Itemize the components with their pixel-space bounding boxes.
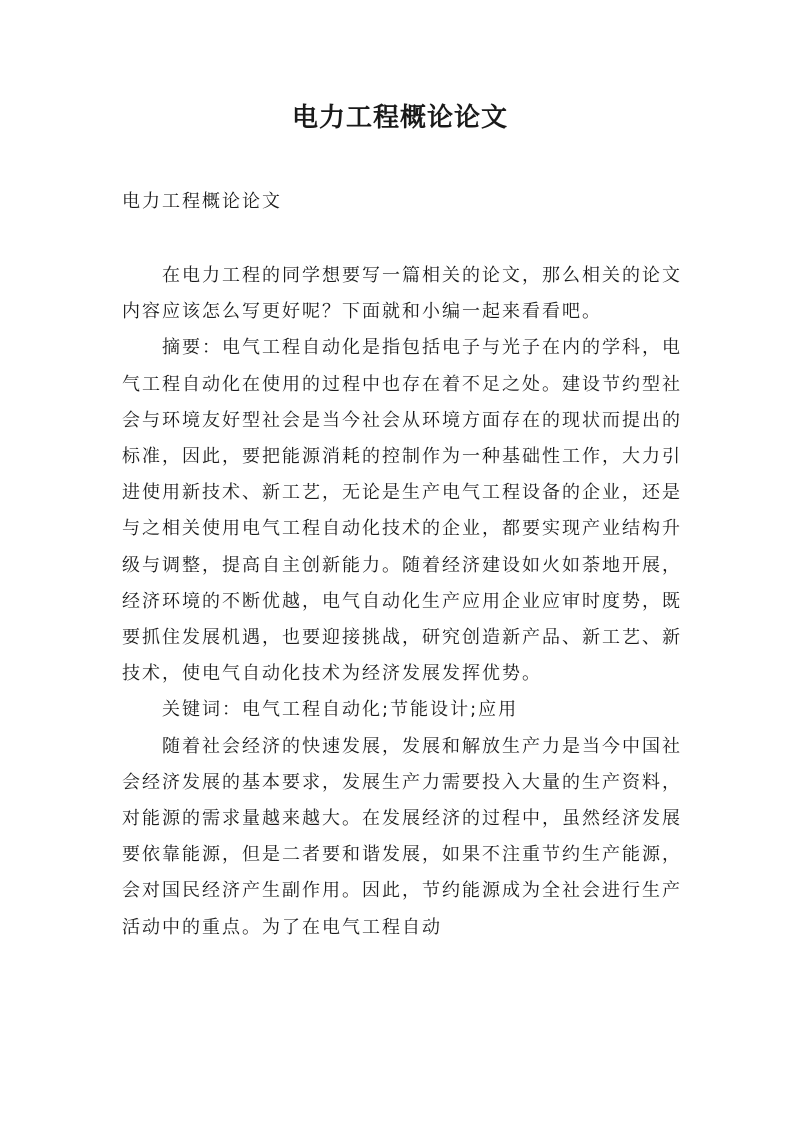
document-subtitle: 电力工程概论论文 bbox=[122, 191, 282, 212]
document-title: 电力工程概论论文 bbox=[291, 103, 508, 133]
abstract-paragraph: 摘要：电气工程自动化是指包括电子与光子在内的学科，电气工程自动化在使用的过程中也存在着不足之处。建设节约型社会与环境友好型社会是当今社会从环境方面存在的现状而提出的标准，因此，要把能源消耗的控制作为一种基础性工作，大力引进使用新技术、新工艺，无论是生产电气工程设备的企业，还是与之相关使用电气工程自动化技术的企业，都要实现产业结构升级与调整，提高自主创新能力。随着经济建设如火如荼地开展，经济环境的不断优越，电气自动化生产应用企业应审时度势，既要抓住发展机遇，也要迎接挑战，研究创造新产品、新工艺、新技术，使电气自动化技术为经济发展发挥优势。 bbox=[122, 337, 682, 685]
body-paragraph: 随着社会经济的快速发展，发展和解放生产力是当今中国社会经济发展的基本要求，发展生产力需要投入大量的生产资料，对能源的需求量越来越大。在发展经济的过程中，虽然经济发展要依靠能源，但是二者要和谐发展，如果不注重节约生产能源，会对国民经济产生副作用。因此，节约能源成为全社会进行生产活动中的重点。为了在电气工程自动 bbox=[122, 735, 682, 938]
document-body bbox=[122, 258, 682, 946]
intro-paragraph: 在电力工程的同学想要写一篇相关的论文，那么相关的论文内容应该怎么写更好呢？下面就和小编一起来看看吧。 bbox=[122, 265, 682, 323]
keywords-paragraph: 关键词：电气工程自动化;节能设计;应用 bbox=[162, 699, 519, 721]
